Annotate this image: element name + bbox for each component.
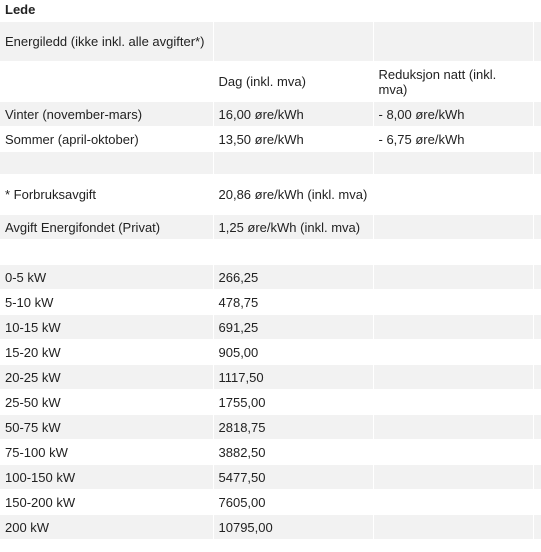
price-table: [0, 22, 541, 540]
table-cell: [373, 22, 533, 62]
tax-label: * Forbruksavgift: [0, 175, 213, 215]
table-cell: [533, 175, 541, 215]
table-row-power-tier: [0, 440, 541, 465]
table-cell: [373, 240, 533, 265]
table-cell: [373, 290, 533, 315]
table-cell: [533, 465, 541, 490]
season-label: Vinter (november-mars): [0, 102, 213, 127]
table-row-energy-fund: [0, 215, 541, 240]
fee-label: Avgift Energifondet (Privat): [0, 215, 213, 240]
table-heading: Lede: [5, 2, 36, 17]
tier-value: 478,75: [213, 290, 373, 315]
table-cell: [0, 62, 213, 102]
table-cell: [533, 22, 541, 62]
tier-range: 5-10 kW: [0, 290, 213, 315]
table-cell: [373, 265, 533, 290]
table-row-spacer: [0, 152, 541, 175]
table-row-power-tier: [0, 365, 541, 390]
tier-range: 200 kW: [0, 515, 213, 540]
table-cell: [373, 315, 533, 340]
table-row-summer: [0, 127, 541, 152]
tier-range: 100-150 kW: [0, 465, 213, 490]
table-cell: [533, 102, 541, 127]
season-label: Sommer (april-oktober): [0, 127, 213, 152]
table-row-power-tier: [0, 390, 541, 415]
table-row-power-tier: [0, 490, 541, 515]
table-row-winter: [0, 102, 541, 127]
tier-value: 1117,50: [213, 365, 373, 390]
tier-range: 25-50 kW: [0, 390, 213, 415]
table-cell: [533, 215, 541, 240]
table-cell: [373, 515, 533, 540]
table-row-energy-header: [0, 22, 541, 62]
tier-value: 1755,00: [213, 390, 373, 415]
table-row-spacer: [0, 240, 541, 265]
tier-range: 150-200 kW: [0, 490, 213, 515]
night-reduction: - 8,00 øre/kWh: [373, 102, 533, 127]
column-header-night-reduction: Reduksjon natt (inkl. mva): [373, 62, 533, 102]
table-cell: [0, 240, 213, 265]
table-row-power-tier: [0, 265, 541, 290]
tier-range: 15-20 kW: [0, 340, 213, 365]
table-cell: [373, 490, 533, 515]
tier-value: 5477,50: [213, 465, 373, 490]
tier-range: 20-25 kW: [0, 365, 213, 390]
table-cell: [533, 490, 541, 515]
tier-value: 2818,75: [213, 415, 373, 440]
tier-value: 266,25: [213, 265, 373, 290]
table-cell: [213, 152, 373, 175]
tier-value: 905,00: [213, 340, 373, 365]
table-cell: [0, 152, 213, 175]
table-cell: [533, 340, 541, 365]
table-cell: [533, 152, 541, 175]
table-cell: [373, 465, 533, 490]
table-cell: [373, 415, 533, 440]
tier-range: 10-15 kW: [0, 315, 213, 340]
fee-value: 1,25 øre/kWh (inkl. mva): [213, 215, 373, 240]
table-cell: [373, 215, 533, 240]
table-row-power-tier: [0, 465, 541, 490]
power-tier-rows: [0, 265, 541, 540]
tier-value: 691,25: [213, 315, 373, 340]
table-cell: [373, 390, 533, 415]
table-cell: [373, 152, 533, 175]
table-row-power-tier: [0, 315, 541, 340]
table-cell: [533, 390, 541, 415]
table-row-power-tier: [0, 290, 541, 315]
table-row-power-tier: [0, 340, 541, 365]
table-cell: [213, 240, 373, 265]
table-row-column-headers: [0, 62, 541, 102]
table-cell: [373, 440, 533, 465]
table-cell: [213, 22, 373, 62]
table-cell: [533, 365, 541, 390]
table-cell: [533, 290, 541, 315]
table-cell: [533, 240, 541, 265]
table-cell: [533, 415, 541, 440]
day-price: 13,50 øre/kWh: [213, 127, 373, 152]
table-cell: [533, 127, 541, 152]
tier-value: 10795,00: [213, 515, 373, 540]
table-cell: [533, 440, 541, 465]
tier-range: 50-75 kW: [0, 415, 213, 440]
table-cell: [533, 265, 541, 290]
column-header-day: Dag (inkl. mva): [213, 62, 373, 102]
energy-section-label: Energiledd (ikke inkl. alle avgifter*): [0, 22, 213, 62]
table-row-power-tier: [0, 515, 541, 540]
table-row-power-tier: [0, 415, 541, 440]
table-cell: [533, 315, 541, 340]
tier-value: 3882,50: [213, 440, 373, 465]
table-cell: [533, 515, 541, 540]
tier-value: 7605,00: [213, 490, 373, 515]
table-row-consumption-tax: [0, 175, 541, 215]
night-reduction: - 6,75 øre/kWh: [373, 127, 533, 152]
table-cell: [373, 175, 533, 215]
tier-range: 0-5 kW: [0, 265, 213, 290]
day-price: 16,00 øre/kWh: [213, 102, 373, 127]
tax-value: 20,86 øre/kWh (inkl. mva): [213, 175, 373, 215]
tier-range: 75-100 kW: [0, 440, 213, 465]
table-cell: [373, 340, 533, 365]
table-cell: [373, 365, 533, 390]
table-cell: [533, 62, 541, 102]
